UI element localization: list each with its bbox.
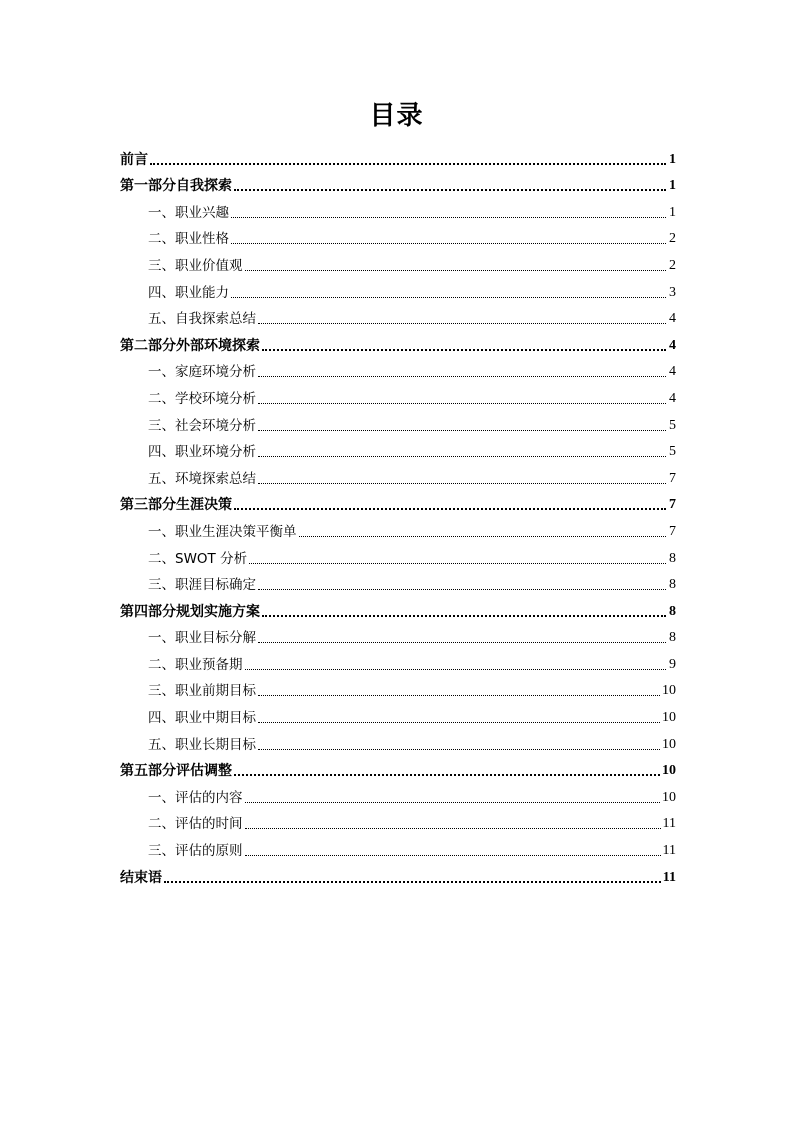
toc-entry-page-number: 4 bbox=[669, 390, 676, 406]
toc-entry-label: 三、职涯目标确定 bbox=[148, 577, 256, 594]
dot-leader bbox=[258, 430, 666, 431]
toc-subsection-entry[interactable] bbox=[120, 727, 676, 754]
toc-entry-page-number: 7 bbox=[669, 523, 676, 539]
dot-leader bbox=[245, 669, 667, 670]
toc-subsection-entry[interactable] bbox=[120, 541, 676, 568]
toc-entry-label: 二、职业性格 bbox=[148, 231, 229, 248]
dot-leader bbox=[234, 774, 660, 776]
toc-entry-page-number: 10 bbox=[662, 736, 676, 752]
dot-leader bbox=[258, 642, 666, 643]
dot-leader bbox=[164, 881, 661, 883]
dot-leader bbox=[258, 403, 666, 404]
toc-entry-label: 第三部分生涯决策 bbox=[120, 497, 232, 514]
dot-leader bbox=[234, 508, 666, 510]
toc-entry-label: 三、社会环境分析 bbox=[148, 417, 256, 434]
dot-leader bbox=[245, 270, 667, 271]
toc-entry-page-number: 4 bbox=[669, 337, 676, 353]
toc-entry-page-number: 11 bbox=[662, 843, 676, 859]
toc-section-entry[interactable] bbox=[120, 860, 676, 887]
toc-subsection-entry[interactable] bbox=[120, 780, 676, 807]
toc-entry-page-number: 3 bbox=[669, 284, 676, 300]
toc-entry-label: 一、职业生涯决策平衡单 bbox=[148, 523, 297, 540]
dot-leader bbox=[245, 802, 661, 803]
toc-subsection-entry[interactable] bbox=[120, 461, 676, 488]
toc-entry-label: 四、职业能力 bbox=[148, 284, 229, 301]
toc-entry-label: 结束语 bbox=[120, 869, 162, 886]
toc-entry-label: 二、职业预备期 bbox=[148, 656, 243, 673]
toc-entry-page-number: 8 bbox=[669, 550, 676, 566]
toc-entry-label: 前言 bbox=[120, 151, 148, 168]
toc-subsection-entry[interactable] bbox=[120, 833, 676, 860]
dot-leader bbox=[231, 217, 666, 218]
toc-entry-page-number: 8 bbox=[669, 577, 676, 593]
page-title: 目录 bbox=[369, 101, 424, 131]
toc-subsection-entry[interactable] bbox=[120, 621, 676, 648]
toc-subsection-entry[interactable] bbox=[120, 248, 676, 275]
table-of-contents bbox=[120, 142, 676, 887]
toc-subsection-entry[interactable] bbox=[120, 674, 676, 701]
toc-subsection-entry[interactable] bbox=[120, 302, 676, 329]
toc-subsection-entry[interactable] bbox=[120, 275, 676, 302]
toc-entry-page-number: 8 bbox=[669, 630, 676, 646]
dot-leader bbox=[258, 722, 660, 723]
dot-leader bbox=[262, 349, 666, 351]
toc-entry-page-number: 9 bbox=[669, 656, 676, 672]
toc-section-entry[interactable] bbox=[120, 754, 676, 781]
dot-leader bbox=[231, 297, 666, 298]
toc-entry-page-number: 10 bbox=[662, 683, 676, 699]
toc-subsection-entry[interactable] bbox=[120, 807, 676, 834]
toc-entry-page-number: 1 bbox=[669, 178, 676, 194]
toc-entry-page-number: 5 bbox=[669, 444, 676, 460]
toc-section-entry[interactable] bbox=[120, 169, 676, 196]
dot-leader bbox=[258, 749, 660, 750]
dot-leader bbox=[258, 376, 666, 377]
toc-entry-label: 三、职业价值观 bbox=[148, 257, 243, 274]
toc-subsection-entry[interactable] bbox=[120, 408, 676, 435]
toc-entry-page-number: 11 bbox=[662, 869, 676, 885]
toc-entry-label: 第四部分规划实施方案 bbox=[120, 603, 260, 620]
toc-entry-page-number: 10 bbox=[662, 710, 676, 726]
toc-entry-label: 五、职业长期目标 bbox=[148, 736, 256, 753]
dot-leader bbox=[258, 483, 666, 484]
toc-entry-page-number: 1 bbox=[669, 151, 676, 167]
toc-entry-page-number: 5 bbox=[669, 417, 676, 433]
toc-entry-label: 一、家庭环境分析 bbox=[148, 364, 256, 381]
dot-leader bbox=[258, 589, 666, 590]
toc-entry-label: 一、评估的内容 bbox=[148, 789, 243, 806]
toc-subsection-entry[interactable] bbox=[120, 514, 676, 541]
dot-leader bbox=[262, 615, 666, 617]
dot-leader bbox=[258, 456, 666, 457]
dot-leader bbox=[249, 563, 666, 564]
toc-subsection-entry[interactable] bbox=[120, 700, 676, 727]
toc-subsection-entry[interactable] bbox=[120, 568, 676, 595]
toc-entry-page-number: 11 bbox=[662, 816, 676, 832]
toc-section-entry[interactable] bbox=[120, 594, 676, 621]
toc-entry-label: 二、SWOT 分析 bbox=[148, 550, 248, 567]
toc-entry-label: 二、评估的时间 bbox=[148, 816, 243, 833]
toc-subsection-entry[interactable] bbox=[120, 435, 676, 462]
toc-entry-page-number: 10 bbox=[662, 763, 676, 779]
dot-leader bbox=[245, 855, 661, 856]
toc-entry-page-number: 7 bbox=[669, 470, 676, 486]
toc-entry-page-number: 4 bbox=[669, 311, 676, 327]
toc-entry-label: 三、评估的原则 bbox=[148, 843, 243, 860]
toc-entry-page-number: 4 bbox=[669, 364, 676, 380]
dot-leader bbox=[231, 243, 666, 244]
toc-entry-page-number: 7 bbox=[669, 497, 676, 513]
toc-entry-label: 四、职业环境分析 bbox=[148, 444, 256, 461]
toc-subsection-entry[interactable] bbox=[120, 355, 676, 382]
toc-entry-label: 第一部分自我探索 bbox=[120, 178, 232, 195]
toc-entry-label: 二、学校环境分析 bbox=[148, 390, 256, 407]
toc-subsection-entry[interactable] bbox=[120, 195, 676, 222]
toc-subsection-entry[interactable] bbox=[120, 381, 676, 408]
dot-leader bbox=[234, 189, 666, 191]
dot-leader bbox=[258, 695, 660, 696]
toc-section-entry[interactable] bbox=[120, 488, 676, 515]
toc-section-entry[interactable] bbox=[120, 328, 676, 355]
dot-leader bbox=[245, 828, 661, 829]
toc-entry-page-number: 8 bbox=[669, 603, 676, 619]
toc-entry-page-number: 1 bbox=[669, 204, 676, 220]
toc-subsection-entry[interactable] bbox=[120, 222, 676, 249]
toc-entry-label: 三、职业前期目标 bbox=[148, 683, 256, 700]
dot-leader bbox=[258, 323, 666, 324]
toc-entry-label: 五、环境探索总结 bbox=[148, 470, 256, 487]
toc-entry-label: 五、自我探索总结 bbox=[148, 311, 256, 328]
toc-entry-label: 一、职业兴趣 bbox=[148, 204, 229, 221]
toc-entry-page-number: 2 bbox=[669, 257, 676, 273]
dot-leader bbox=[299, 536, 667, 537]
toc-entry-label: 一、职业目标分解 bbox=[148, 630, 256, 647]
toc-entry-label: 四、职业中期目标 bbox=[148, 710, 256, 727]
toc-subsection-entry[interactable] bbox=[120, 647, 676, 674]
toc-entry-label: 第五部分评估调整 bbox=[120, 763, 232, 780]
toc-section-entry[interactable] bbox=[120, 142, 676, 169]
toc-entry-label: 第二部分外部环境探索 bbox=[120, 337, 260, 354]
toc-entry-page-number: 10 bbox=[662, 789, 676, 805]
toc-entry-page-number: 2 bbox=[669, 231, 676, 247]
dot-leader bbox=[150, 163, 666, 165]
